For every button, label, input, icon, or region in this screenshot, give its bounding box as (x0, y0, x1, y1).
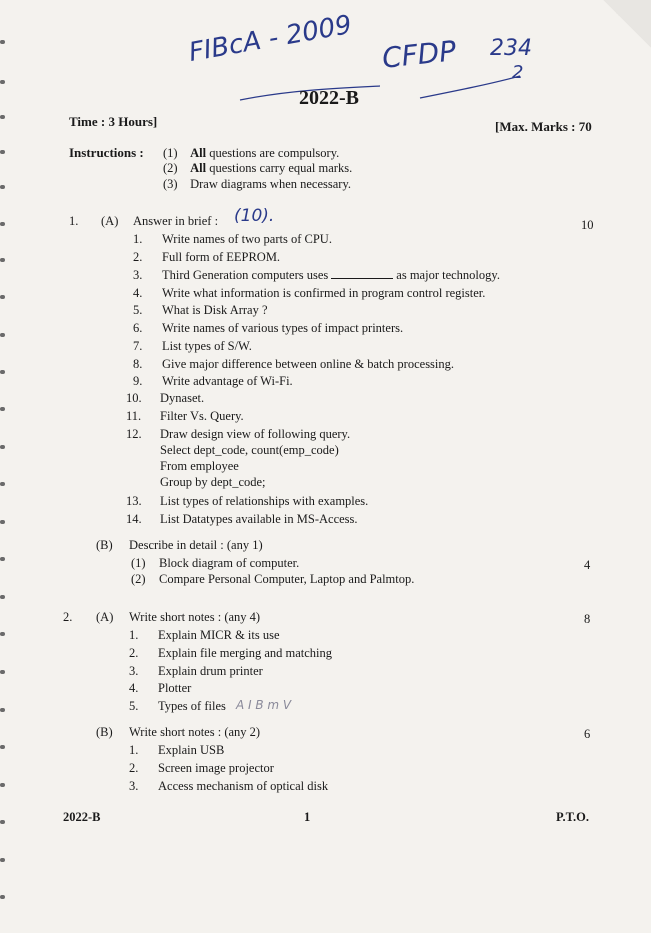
footer-pto: P.T.O. (556, 810, 589, 824)
q1a-item: 8. (133, 357, 143, 371)
q1a-item: 12. (126, 427, 142, 441)
q2b-item-text: Screen image projector (158, 761, 274, 775)
query-line: Group by dept_code; (160, 475, 266, 489)
q1a-item-text: Draw design view of following query. (160, 427, 351, 441)
q1a-item: 11. (126, 409, 142, 423)
footer-page-number: 1 (304, 810, 311, 824)
q1a-item: 3. (133, 268, 143, 282)
q1-number: 1. (69, 214, 79, 228)
q1b-item-text: Compare Personal Computer, Laptop and Palmtop. (159, 572, 415, 586)
q2b-item: 1. (129, 743, 139, 757)
q2b-item-text: Explain USB (158, 743, 225, 757)
q2-number: 2. (63, 610, 73, 624)
query-line: Select dept_code, count(emp_code) (160, 443, 339, 457)
q1a-item-text: List types of relationships with examples. (160, 494, 369, 508)
instructions-label: Instructions : (69, 145, 144, 160)
q2b-title: Write short notes : (any 2) (129, 725, 261, 739)
page-fold (603, 0, 651, 48)
q1a-item: 5. (133, 303, 143, 317)
q1a-item: 2. (133, 250, 143, 264)
q1a-item-text: Filter Vs. Query. (160, 409, 244, 423)
q2b-item: 2. (129, 761, 139, 775)
q1a-item-text: Write advantage of Wi-Fi. (162, 374, 293, 388)
q1a-title: Answer in brief : (133, 214, 219, 228)
q2a-item-text: Types of files (158, 699, 226, 713)
q1b-label: (B) (96, 538, 113, 552)
q1a-item-text: Give major difference between online & batch processing. (162, 357, 455, 371)
q1a-item: 13. (126, 494, 142, 508)
max-marks-label: [Max. Marks : 70 (495, 119, 592, 134)
spiral-binding (0, 0, 6, 933)
handwritten-strokes (230, 70, 530, 110)
q1a-marks: 10 (581, 218, 594, 232)
q1a-item-text: Write names of various types of impact printers. (162, 321, 404, 335)
instruction-2: (2) All questions carry equal marks. (163, 161, 353, 175)
handwritten-q1a-count: (10). (234, 206, 275, 226)
handwritten-number-sub: 2 (512, 62, 524, 83)
q1b-item: (2) (131, 572, 146, 586)
q1a-label: (A) (101, 214, 119, 228)
instruction-1: (1) All questions are compulsory. (163, 146, 340, 160)
q1a-item: 4. (133, 286, 143, 300)
handwritten-number: 234 (490, 36, 532, 61)
instruction-3: (3) Draw diagrams when necessary. (163, 177, 352, 191)
q2b-item-text: Access mechanism of optical disk (158, 779, 329, 793)
q2a-title: Write short notes : (any 4) (129, 610, 261, 624)
q2a-item: 5. (129, 699, 139, 713)
q1a-item: 9. (133, 374, 143, 388)
handwritten-code: CFDP (380, 34, 458, 75)
q2b-marks: 6 (584, 727, 591, 741)
footer-paper-code: 2022-B (63, 810, 101, 824)
query-line: From employee (160, 459, 239, 473)
handwritten-course: FIBcA - 2009 (186, 9, 354, 69)
q1a-item-text: Third Generation computers uses as major technology. (162, 268, 500, 282)
q2a-item: 4. (129, 681, 139, 695)
q1b-marks: 4 (584, 558, 591, 572)
q2a-label: (A) (96, 610, 114, 624)
q1a-item: 6. (133, 321, 143, 335)
q2a-item-text: Explain file merging and matching (158, 646, 333, 660)
q2a-item: 2. (129, 646, 139, 660)
q1a-item-text: Full form of EEPROM. (162, 250, 281, 264)
q1a-item-text: List Datatypes available in MS-Access. (160, 512, 358, 526)
time-label: Time : 3 Hours] (69, 114, 158, 129)
handwritten-files-note: A I B m V (236, 698, 292, 712)
q1a-item-text: Write what information is confirmed in program control register. (162, 286, 486, 300)
q2a-item-text: Explain MICR & its use (158, 628, 280, 642)
q2b-label: (B) (96, 725, 113, 739)
q2a-item: 1. (129, 628, 139, 642)
paper-code-title: 2022-B (299, 87, 359, 109)
q2b-item: 3. (129, 779, 139, 793)
q1a-item: 7. (133, 339, 143, 353)
q1a-item-text: What is Disk Array ? (162, 303, 268, 317)
q1b-title: Describe in detail : (any 1) (129, 538, 263, 552)
q1a-item-text: Write names of two parts of CPU. (162, 232, 332, 246)
q2a-item-text: Explain drum printer (158, 664, 263, 678)
q1a-item-text: List types of S/W. (162, 339, 252, 353)
fill-in-blank (331, 268, 393, 279)
q2a-item-text: Plotter (158, 681, 192, 695)
q2a-marks: 8 (584, 612, 591, 626)
q1a-item: 1. (133, 232, 143, 246)
q1b-item-text: Block diagram of computer. (159, 556, 300, 570)
q2a-item: 3. (129, 664, 139, 678)
q1a-item: 14. (126, 512, 142, 526)
q1b-item: (1) (131, 556, 146, 570)
q1a-item: 10. (126, 391, 142, 405)
q1a-item-text: Dynaset. (160, 391, 205, 405)
